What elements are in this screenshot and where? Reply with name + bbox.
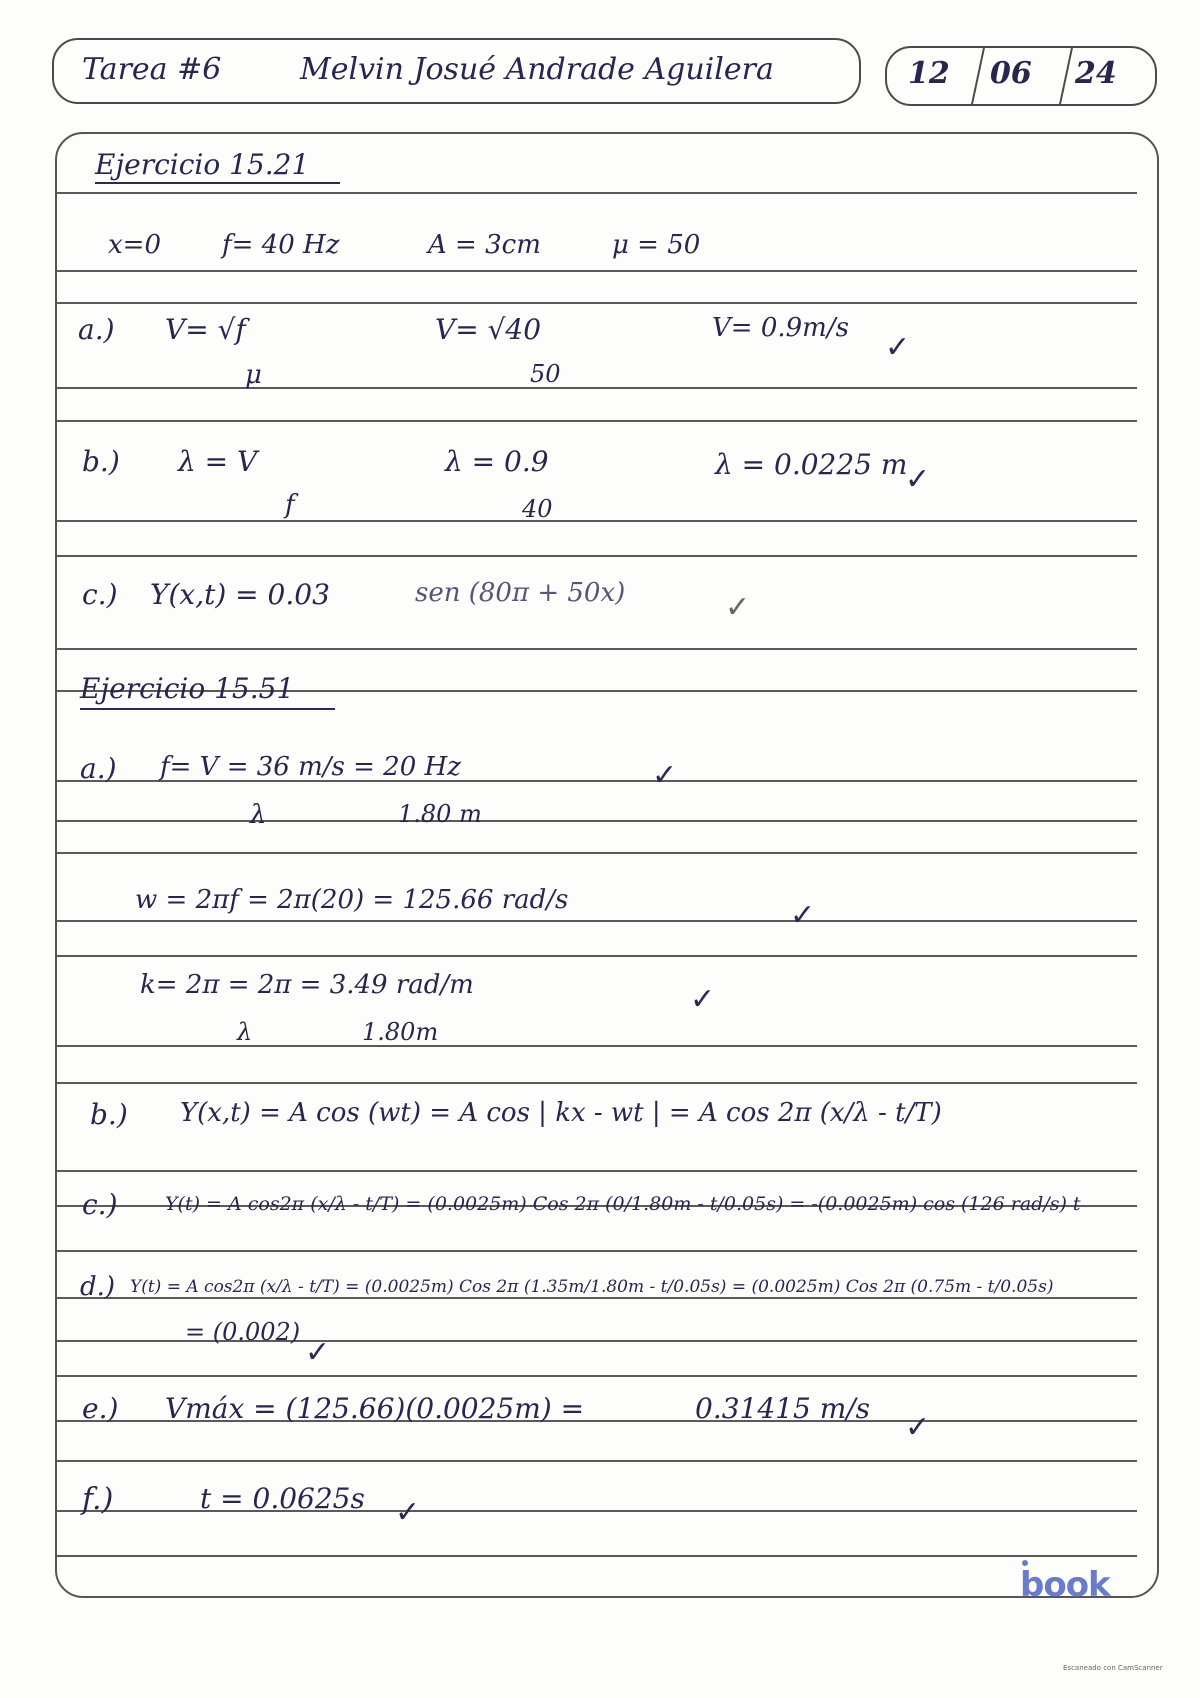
ruled-line (57, 387, 1137, 389)
velocity-substituted-denominator: 50 (530, 360, 561, 388)
ruled-line (57, 520, 1137, 522)
wave-function: Y(x,t) = 0.03 (150, 578, 330, 611)
ruled-line (57, 1170, 1137, 1172)
homework-title: Tarea #6 (82, 52, 222, 87)
date-day: 12 (908, 56, 950, 91)
max-velocity-calc: Vmáx = (125.66)(0.0025m) = (165, 1392, 585, 1425)
part-label: f.) (82, 1482, 114, 1517)
velocity-substituted: V= √40 (435, 313, 542, 346)
wavelength-substituted: λ = 0.9 (445, 445, 549, 478)
wavelength-substituted-denominator: 40 (522, 495, 553, 523)
wave-equation-at-origin: Y(t) = A cos2π (x/λ - t/T) = (0.0025m) Cos 2π (0/1.80m - t/0.05s) = -(0.0025m) cos (126 rad/s) t (165, 1193, 1081, 1215)
ruled-line (57, 302, 1137, 304)
date-year: 24 (1075, 56, 1117, 91)
date-separator (1059, 48, 1073, 104)
ruled-line (57, 192, 1137, 194)
formula-velocity: V= √f (165, 313, 246, 346)
part-label: c.) (82, 578, 118, 611)
wave-equation-at-position: Y(t) = A cos2π (x/λ - t/T) = (0.0025m) Cos 2π (1.35m/1.80m - t/0.05s) = (0.0025m) Cos 2π (0.75m - t/0.05s) (130, 1277, 1054, 1297)
part-label: a.) (80, 752, 117, 785)
exercise-title: Ejercicio 15.51 (80, 672, 295, 705)
given-A: A = 3cm (428, 230, 541, 260)
date-month: 06 (990, 56, 1032, 91)
formula-wavelength-denominator: f (285, 490, 295, 520)
author-name: Melvin Josué Andrade Aguilera (300, 52, 774, 87)
ruled-line (57, 648, 1137, 650)
part-label: d.) (80, 1272, 116, 1302)
formula-velocity-denominator: μ (245, 360, 262, 390)
ruled-line (57, 1460, 1137, 1462)
check-mark: ✓ (690, 982, 716, 1017)
frequency-denominator-lambda: λ (250, 800, 267, 830)
wave-function-argument: sen (80π + 50x) (415, 578, 626, 608)
part-label: a.) (78, 313, 115, 346)
title-underline (95, 182, 340, 184)
wave-number-denominator-value: 1.80m (362, 1018, 439, 1046)
ruled-line (57, 1045, 1137, 1047)
ruled-line (57, 420, 1137, 422)
wavelength-result: λ = 0.0225 m (715, 448, 908, 481)
part-label: c.) (82, 1188, 118, 1221)
ruled-line (57, 555, 1137, 557)
frequency-denominator-value: 1.80 m (398, 800, 482, 828)
velocity-result: V= 0.9m/s (712, 313, 849, 343)
exercise-title: Ejercicio 15.21 (95, 148, 310, 181)
wave-number-calc: k= 2π = 2π = 3.49 rad/m (140, 970, 474, 1000)
frequency-calc: f= V = 36 m/s = 20 Hz (160, 752, 461, 782)
ruled-line (57, 820, 1137, 822)
check-mark: ✓ (305, 1335, 331, 1370)
check-mark: ✓ (885, 330, 911, 365)
check-mark: ✓ (395, 1495, 421, 1530)
time-result: t = 0.0625s (200, 1482, 365, 1515)
max-velocity-result: 0.31415 m/s (695, 1392, 871, 1425)
check-mark: ✓ (652, 758, 678, 793)
ruled-line (57, 1297, 1137, 1299)
wave-equation-general: Y(x,t) = A cos (wt) = A cos | kx - wt | = A cos 2π (x/λ - t/T) (180, 1098, 942, 1128)
check-mark: ✓ (790, 898, 816, 933)
ruled-line (57, 270, 1137, 272)
ruled-line (57, 1555, 1137, 1557)
angular-frequency-calc: w = 2πf = 2π(20) = 125.66 rad/s (135, 885, 569, 915)
ruled-line (57, 1375, 1137, 1377)
given-x: x=0 (108, 230, 161, 260)
check-mark: ✓ (905, 462, 931, 497)
ruled-line (57, 1082, 1137, 1084)
check-mark: ✓ (905, 1410, 931, 1445)
given-f: f= 40 Hz (222, 230, 340, 260)
given-mu: μ = 50 (612, 230, 701, 260)
ruled-line (57, 1250, 1137, 1252)
ruled-line (57, 920, 1137, 922)
part-label: e.) (82, 1392, 119, 1425)
wave-number-denominator-lambda: λ (237, 1018, 253, 1046)
check-mark: ✓ (725, 590, 751, 625)
scanner-footer: Escaneado con CamScanner (1063, 1664, 1163, 1672)
wave-displacement-result: = (0.002) (185, 1318, 301, 1346)
notebook-sheet (55, 132, 1159, 1598)
formula-wavelength: λ = V (178, 445, 258, 478)
title-underline (80, 708, 335, 710)
part-label: b.) (82, 445, 120, 478)
date-separator (971, 48, 985, 104)
ruled-line (57, 852, 1137, 854)
ruled-line (57, 955, 1137, 957)
part-label: b.) (90, 1098, 128, 1131)
book-logo: book (1020, 1565, 1110, 1605)
